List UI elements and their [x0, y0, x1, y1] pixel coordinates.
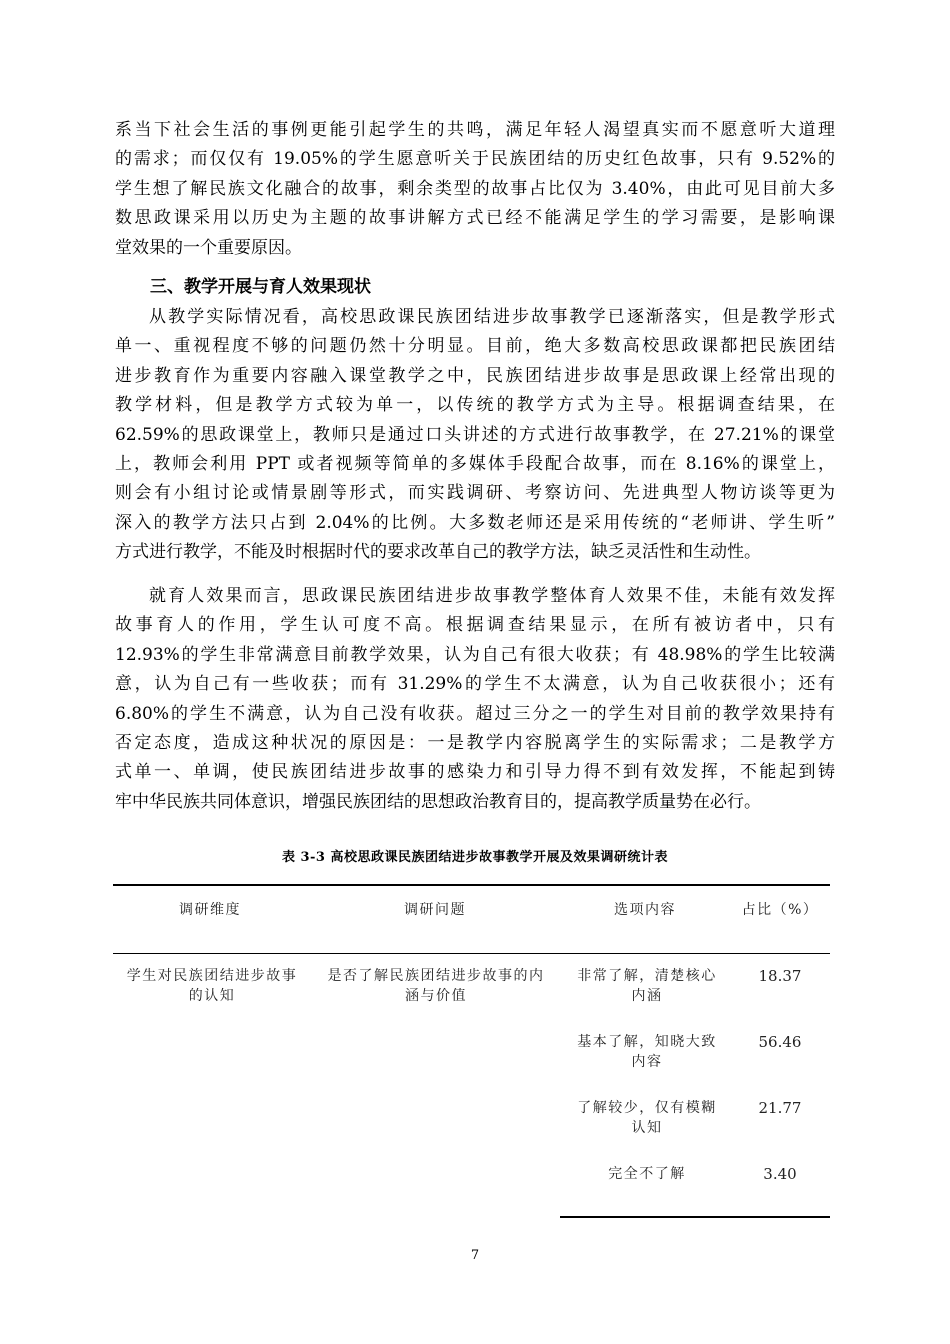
cell-option: 完全不了解 — [608, 1166, 686, 1182]
text-line: 堂效果的一个重要原因。 — [115, 237, 302, 258]
text-line: 故事育人的作用，学生认可度不高。根据调查结果显示，在所有被访者中，只有 — [115, 615, 835, 636]
header-percentage: 占比（%） — [741, 902, 819, 918]
text-line: 式单一、单调，使民族团结进步故事的感染力和引导力得不到有效发挥，不能起到铸 — [115, 762, 835, 783]
cell-option: 非常了解，清楚核心内涵 — [577, 968, 717, 1004]
text-line: 系当下社会生活的事例更能引起学生的共鸣，满足年轻人渴望真实而不愿意听大道理 — [115, 120, 835, 140]
table-header-rule — [113, 953, 830, 954]
text-line: 否定态度，造成这种状况的原因是：一是教学内容脱离学生的实际需求；二是教学方 — [115, 732, 835, 753]
header-option: 选项内容 — [614, 902, 676, 918]
table-caption: 表 3-3 高校思政课民族团结进步故事教学开展及效果调研统计表 — [281, 850, 669, 865]
text-line: 62.59%的思政课堂上，教师只是通过口头讲述的方式进行故事教学，在 27.21%的课堂 — [115, 424, 835, 445]
text-line: 数思政课采用以历史为主题的故事讲解方式已经不能满足学生的学习需要，是影响课 — [115, 208, 835, 229]
table-top-rule — [113, 884, 830, 886]
text-line: 深入的教学方法只占到 2.04%的比例。大多数老师还是采用传统的“老师讲、学生听” — [115, 512, 835, 533]
paragraph-education-effect — [115, 582, 835, 817]
table-bottom-rule — [560, 1216, 830, 1218]
header-dimension: 调研维度 — [179, 902, 241, 918]
text-line: 教学材料，但是教学方式较为单一，以传统的教学方式为主导。根据调查结果，在 — [115, 395, 835, 416]
cell-option: 基本了解，知晓大致内容 — [577, 1034, 717, 1070]
text-line: 从教学实际情况看，高校思政课民族团结进步故事教学已逐渐落实，但是教学形式 — [149, 307, 835, 327]
section-heading: 三、教学开展与育人效果现状 — [150, 277, 371, 297]
page-number: 7 — [470, 1248, 480, 1263]
cell-option: 了解较少，仅有模糊认知 — [577, 1100, 717, 1136]
cell-percentage: 56.46 — [758, 1033, 802, 1051]
text-line: 方式进行教学，不能及时根据时代的要求改革自己的教学方法，缺乏灵活性和生动性。 — [115, 542, 761, 563]
text-line: 就育人效果而言，思政课民族团结进步故事教学整体育人效果不佳，未能有效发挥 — [149, 586, 835, 606]
text-line: 的需求；而仅仅有 19.05%的学生愿意听关于民族团结的历史红色故事，只有 9.52%的 — [115, 149, 835, 170]
paragraph-continuation — [115, 116, 835, 263]
text-line: 意，认为自己有一些收获；而有 31.29%的学生不太满意，认为自己收获很小；还有 — [115, 674, 835, 695]
text-line: 进步教育作为重要内容融入课堂教学之中，民族团结进步故事是思政课上经常出现的 — [115, 365, 835, 386]
text-line: 学生想了解民族文化融合的故事，剩余类型的故事占比仅为 3.40%，由此可见目前大多 — [115, 178, 835, 199]
text-line: 单一、重视程度不够的问题仍然十分明显。目前，绝大多数高校思政课都把民族团结 — [115, 336, 835, 357]
header-question: 调研问题 — [404, 902, 466, 918]
cell-dimension: 学生对民族团结进步故事的认知 — [126, 968, 298, 1004]
paragraph-teaching-status — [115, 303, 835, 568]
cell-percentage: 3.40 — [763, 1165, 797, 1183]
text-line: 上，教师会利用 PPT 或者视频等简单的多媒体手段配合故事，而在 8.16%的课堂上， — [115, 453, 835, 474]
text-line: 牢中华民族共同体意识，增强民族团结的思想政治教育目的，提高教学质量势在必行。 — [115, 791, 761, 812]
cell-percentage: 21.77 — [758, 1099, 802, 1117]
cell-percentage: 18.37 — [758, 967, 802, 985]
text-line: 12.93%的学生非常满意目前教学效果，认为自己有很大收获；有 48.98%的学生比较满 — [115, 644, 835, 665]
cell-question: 是否了解民族团结进步故事的内涵与价值 — [327, 968, 545, 1004]
text-line: 则会有小组讨论或情景剧等形式，而实践调研、考察访问、先进典型人物访谈等更为 — [115, 483, 835, 504]
text-line: 6.80%的学生不满意，认为自己没有收获。超过三分之一的学生对目前的教学效果持有 — [115, 703, 835, 724]
